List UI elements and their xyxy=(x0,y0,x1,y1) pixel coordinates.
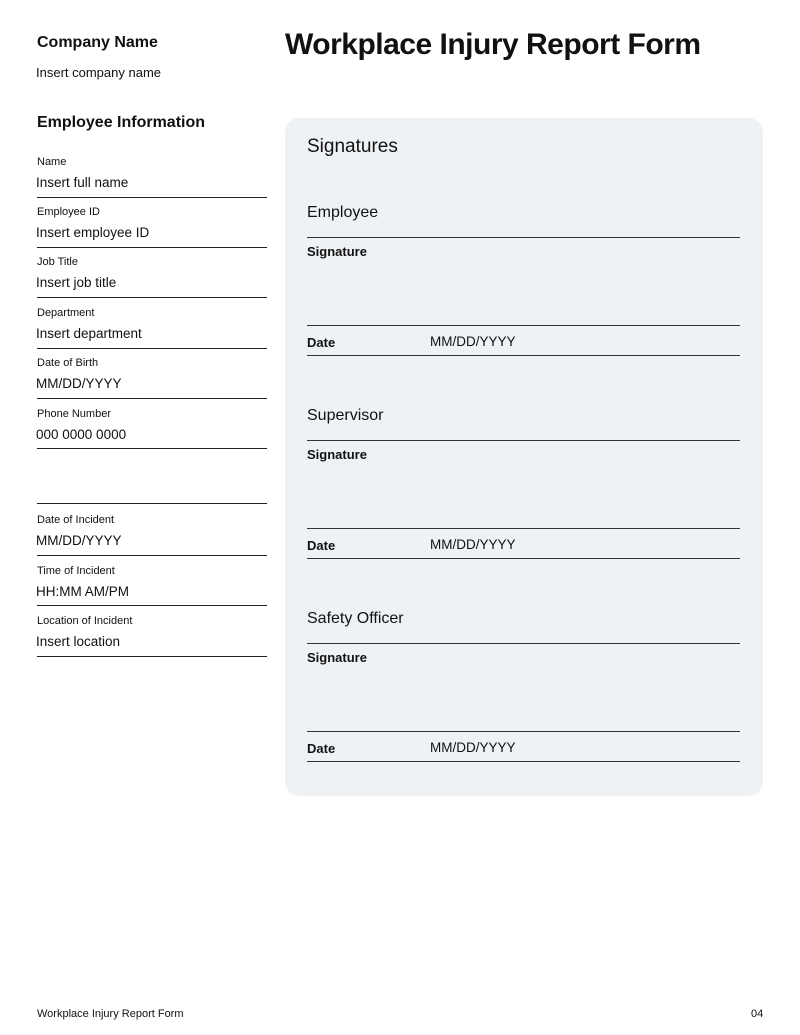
divider xyxy=(307,440,740,441)
safety-officer-signature-label: Signature xyxy=(307,650,367,665)
date-of-incident-field[interactable] xyxy=(37,514,267,556)
supervisor-role-label: Supervisor xyxy=(307,407,384,424)
safety-officer-date-label: Date xyxy=(307,741,336,756)
name-value[interactable]: Insert full name xyxy=(36,175,129,190)
safety-officer-signature-line[interactable] xyxy=(307,731,740,732)
department-field[interactable] xyxy=(37,307,267,349)
divider xyxy=(307,558,740,559)
employee-signature-label: Signature xyxy=(307,244,367,259)
supervisor-signature-block xyxy=(307,407,740,567)
employee-id-label: Employee ID xyxy=(37,206,100,218)
signatures-panel xyxy=(285,118,763,796)
phone-number-label: Phone Number xyxy=(37,408,111,420)
safety-officer-date-value[interactable]: MM/DD/YYYY xyxy=(430,740,516,755)
date-of-incident-value[interactable]: MM/DD/YYYY xyxy=(36,533,122,548)
company-name-label: Company Name xyxy=(37,34,158,51)
time-of-incident-value[interactable]: HH:MM AM/PM xyxy=(36,584,129,599)
footer-document-title: Workplace Injury Report Form xyxy=(37,1008,184,1020)
signatures-heading: Signatures xyxy=(307,136,398,157)
location-of-incident-value[interactable]: Insert location xyxy=(36,634,121,649)
location-of-incident-label: Location of Incident xyxy=(37,615,133,627)
employee-role-label: Employee xyxy=(307,204,379,221)
employee-date-label: Date xyxy=(307,335,336,350)
employee-signature-block xyxy=(307,204,740,364)
divider xyxy=(307,643,740,644)
date-of-incident-label: Date of Incident xyxy=(37,514,115,526)
name-label: Name xyxy=(37,156,67,168)
time-of-incident-field[interactable] xyxy=(37,565,267,606)
safety-officer-signature-block xyxy=(307,610,740,770)
date-of-birth-label: Date of Birth xyxy=(37,357,99,369)
page-title: Workplace Injury Report Form xyxy=(285,28,701,61)
company-name-field[interactable]: Insert company name xyxy=(36,65,162,80)
supervisor-signature-label: Signature xyxy=(307,447,367,462)
department-label: Department xyxy=(37,307,95,319)
supervisor-date-value[interactable]: MM/DD/YYYY xyxy=(430,537,516,552)
date-of-birth-value[interactable]: MM/DD/YYYY xyxy=(36,376,122,391)
time-of-incident-label: Time of Incident xyxy=(37,565,115,577)
supervisor-date-label: Date xyxy=(307,538,336,553)
phone-number-field[interactable] xyxy=(37,408,267,449)
employee-date-value[interactable]: MM/DD/YYYY xyxy=(430,334,516,349)
footer-page-number: 04 xyxy=(751,1008,764,1020)
divider xyxy=(307,355,740,356)
job-title-field[interactable] xyxy=(37,256,267,298)
phone-number-value[interactable]: 000 0000 0000 xyxy=(36,427,127,442)
employee-info-heading: Employee Information xyxy=(37,114,206,131)
employee-signature-line[interactable] xyxy=(307,325,740,326)
safety-officer-role-label: Safety Officer xyxy=(307,610,404,627)
supervisor-signature-line[interactable] xyxy=(307,528,740,529)
department-value[interactable]: Insert department xyxy=(36,326,142,341)
divider xyxy=(307,761,740,762)
divider xyxy=(37,503,267,504)
divider xyxy=(307,237,740,238)
employee-id-value[interactable]: Insert employee ID xyxy=(36,225,150,240)
job-title-value[interactable]: Insert job title xyxy=(36,275,117,290)
job-title-label: Job Title xyxy=(37,256,78,268)
employee-id-field[interactable] xyxy=(37,206,267,248)
name-field[interactable] xyxy=(37,156,267,198)
location-of-incident-field[interactable] xyxy=(37,615,267,657)
date-of-birth-field[interactable] xyxy=(37,357,267,399)
